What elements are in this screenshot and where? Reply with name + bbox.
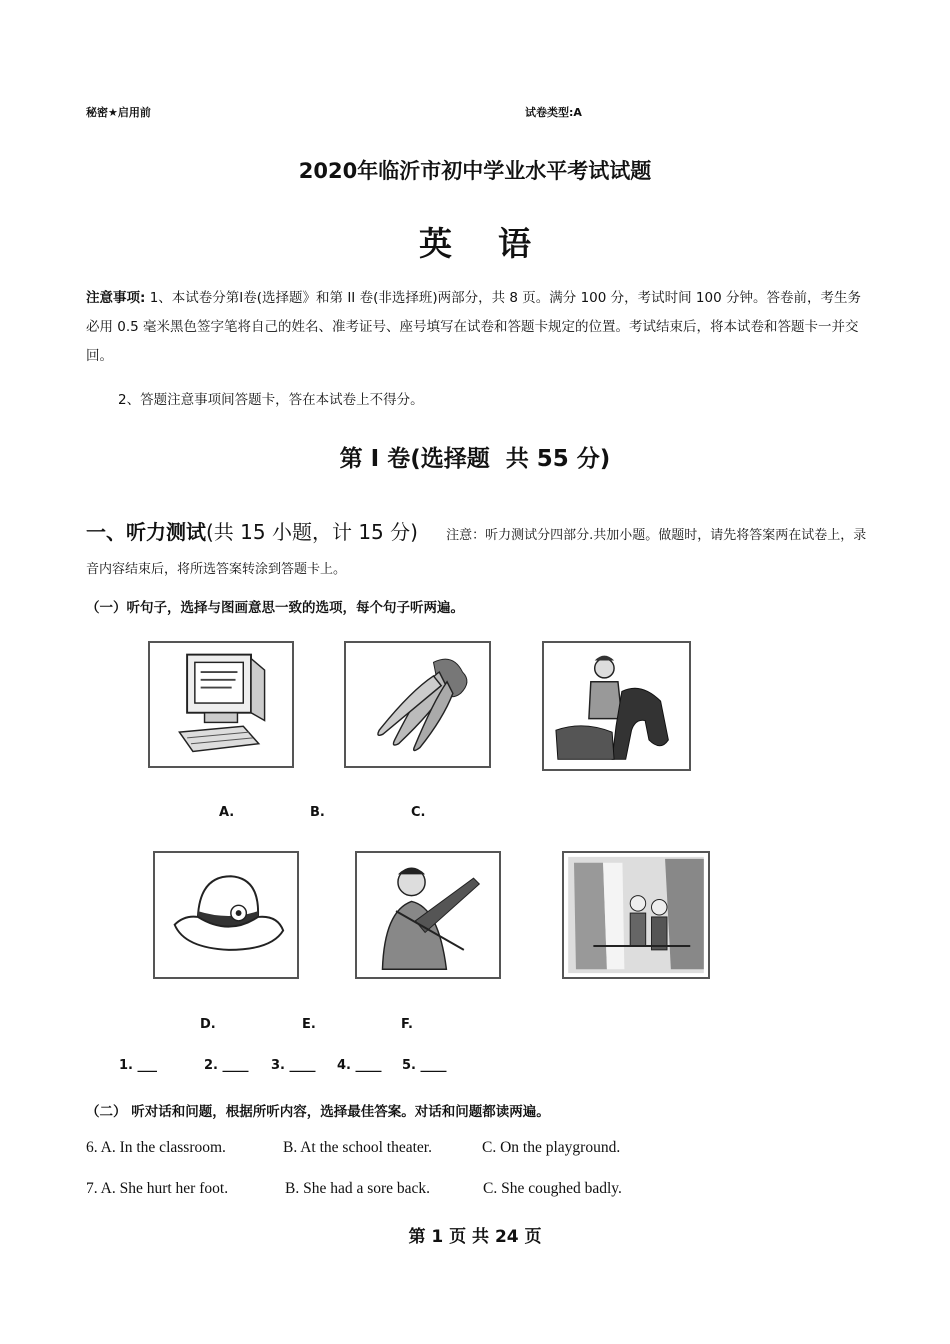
carrots-icon: [346, 643, 489, 766]
answer-blank-5: 5. ____: [402, 1058, 447, 1073]
answer-blank-4: 4. ____: [337, 1058, 382, 1073]
subject-title: 英 语: [419, 224, 531, 263]
section1-heading: 一、听力测试: [86, 520, 206, 544]
answer-blank-3: 3. ____: [271, 1058, 316, 1073]
image-letter-f: F.: [401, 1017, 413, 1032]
section1-note: 注意：听力测试分四部分.共加小题。做题时，请先将答案两在试卷上，录音内容结束后，将所选答案转涂到答题卡上。: [86, 528, 867, 577]
section1-block: [86, 515, 872, 587]
question-7-option-c: C. She coughed badly.: [483, 1180, 622, 1197]
sub1-title: （一）听句子，选择与图画意思一致的选项，每个句子听两遍。: [86, 600, 464, 616]
question-6-option-c: C. On the playground.: [482, 1139, 621, 1156]
question-6: [86, 1139, 886, 1161]
question-7-option-b: B. She had a sore back.: [285, 1180, 431, 1197]
image-f: [562, 851, 710, 979]
part1-title: 第 I 卷(选择题 共 55 分): [339, 446, 611, 472]
notice-block: [86, 284, 872, 371]
violinist-icon: [357, 853, 499, 977]
image-c: [542, 641, 691, 771]
notice-item-2: 2、答题注意事项间答题卡，答在本试卷上不得分。: [118, 392, 424, 408]
image-letter-c: C.: [411, 805, 426, 820]
header-secret-label: 秘密★启用前: [86, 106, 151, 119]
header-paper-type: 试卷类型:A: [525, 106, 582, 119]
waterfall-hikers-icon: [564, 853, 708, 977]
notice-item-1: 1、本试卷分第Ⅰ卷(选择题》和第 II 卷(非选择班)两部分，共 8 页。满分 100 分，考试时间 100 分钟。答卷前，考生务必用 0.5 毫米黑色签字笔将自己的姓名、准考证号、座号填写在试卷和答题卡规定的位置。考试结束后，将本试卷和答题卡一并交回。: [86, 290, 861, 364]
answer-blank-2: 2. ____: [204, 1058, 249, 1073]
image-letter-e: E.: [302, 1017, 316, 1032]
exam-title: 2020年临沂市初中学业水平考试试题: [298, 159, 652, 183]
question-6-option-b: B. At the school theater.: [283, 1139, 432, 1156]
image-letter-a: A.: [219, 805, 235, 820]
image-d: [153, 851, 299, 979]
image-a: [148, 641, 294, 768]
page-footer: 第 1 页 共 24 页: [408, 1227, 542, 1247]
notice-label: 注意事项:: [86, 290, 146, 306]
question-7: [86, 1180, 886, 1202]
image-letter-d: D.: [200, 1017, 216, 1032]
image-b: [344, 641, 491, 768]
horse-rider-icon: [544, 643, 689, 769]
image-letter-b: B.: [310, 805, 325, 820]
question-7-option-a: 7. A. She hurt her foot.: [86, 1180, 229, 1197]
question-6-option-a: 6. A. In the classroom.: [86, 1139, 226, 1156]
answer-blank-1: 1. ___: [119, 1058, 158, 1073]
sub2-title: （二） 听对话和问题，根据所听内容，选择最佳答案。对话和问题都读两遍。: [86, 1104, 550, 1120]
computer-icon: [150, 643, 292, 766]
section1-points: (共 15 小题，计 15 分): [206, 520, 418, 544]
hat-icon: [155, 853, 297, 977]
image-e: [355, 851, 501, 979]
